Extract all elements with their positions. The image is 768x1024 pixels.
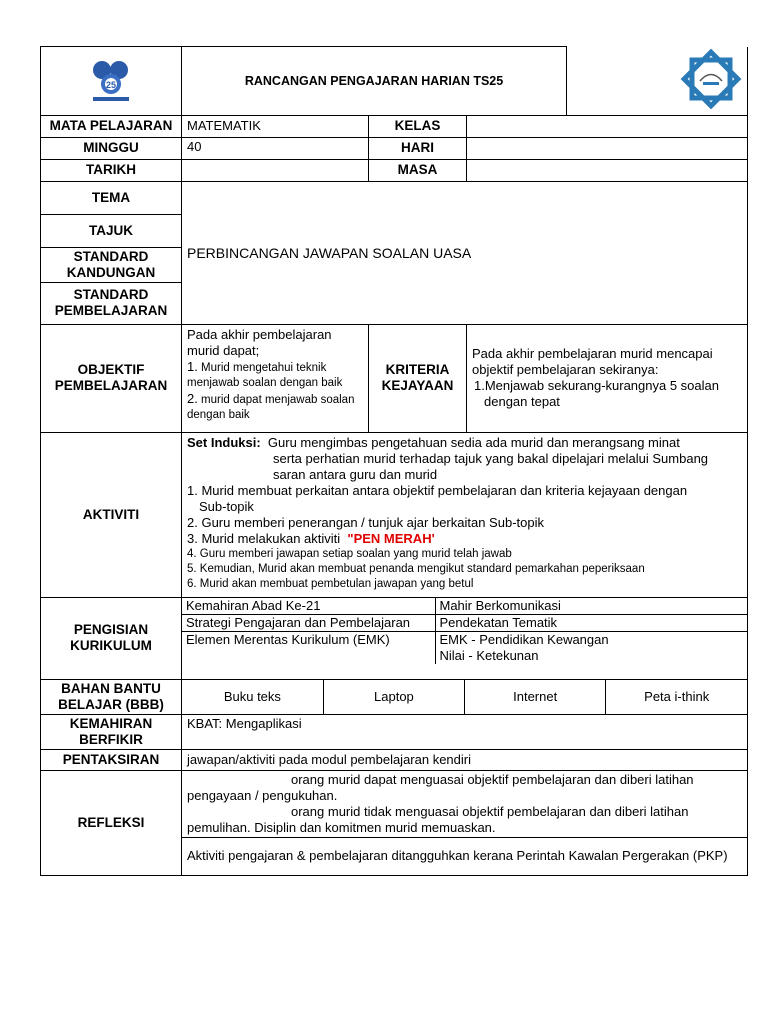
emblem-icon: [680, 48, 742, 110]
set-induksi-label: Set Induksi:: [187, 434, 261, 450]
emblem-cell: [567, 47, 748, 116]
standard-pembelajaran-label: STANDARD PEMBELAJARAN: [41, 282, 182, 324]
refleksi-line-3: orang murid tidak menguasai objektif pembelajaran dan diberi latihan: [291, 803, 689, 819]
kelas-value: [467, 115, 748, 137]
kemahiran-label: KEMAHIRAN BERFIKIR: [41, 714, 182, 749]
set-induksi-line-1: Set Induksi: Guru mengimbas pengetahuan sedia ada murid dan merangsang minat: [187, 434, 680, 450]
pengisian-label: PENGISIAN KURIKULUM: [41, 597, 182, 679]
standard-kandungan-label: STANDARD KANDUNGAN: [41, 247, 182, 282]
pengisian-row-3-right: EMK - Pendidikan Kewangan Nilai - Ketekunan: [435, 631, 747, 664]
kemahiran-value: KBAT: Mengaplikasi: [182, 714, 748, 749]
mata-pelajaran-value: MATEMATIK: [182, 115, 369, 137]
mata-pelajaran-label: MATA PELAJARAN: [41, 115, 182, 137]
objektif-label: OBJEKTIF PEMBELAJARAN: [41, 324, 182, 432]
hari-label: HARI: [369, 137, 467, 159]
pentaksiran-value: jawapan/aktiviti pada modul pembelajaran kendiri: [182, 749, 748, 770]
kriteria-intro: Pada akhir pembelajaran murid mencapai objektif pembelajaran sekiranya:: [472, 346, 713, 377]
objektif-content: [182, 324, 369, 432]
bbb-item-buku-teks: Buku teks: [223, 688, 281, 704]
set-induksi-line-3: saran antara guru dan murid: [273, 466, 438, 482]
refleksi-label: REFLEKSI: [41, 770, 182, 875]
school-logo-icon: [89, 54, 133, 104]
pengisian-content: [182, 597, 748, 679]
kelas-label: KELAS: [369, 115, 467, 137]
bbb-item-internet: Internet: [465, 680, 606, 714]
pengisian-row-3-left: Elemen Merentas Kurikulum (EMK): [182, 631, 435, 664]
objektif-intro: Pada akhir pembelajaran murid dapat;: [187, 326, 332, 358]
aktiviti-step-2: 2. Guru memberi penerangan / tunjuk ajar berkaitan Sub-topik: [187, 514, 544, 530]
set-induksi-line-2: serta perhatian murid terhadap tajuk yang bakal dipelajari melalui Sumbang: [273, 450, 709, 466]
kriteria-item-cont: dengan tepat: [484, 394, 560, 409]
pentaksiran-label: PENTAKSIRAN: [41, 749, 182, 770]
kriteria-item: 1.Menjawab sekurang-kurangnya 5 soalan: [474, 378, 719, 393]
objektif-item-1: 1. Murid mengetahui teknik menjawab soalan dengan baik: [187, 358, 343, 389]
aktiviti-step-1: 1. Murid membuat perkaitan antara objektif pembelajaran dan kriteria kejayaan dengan: [187, 482, 688, 498]
pen-merah-label: "PEN MERAH': [347, 530, 435, 546]
hari-value: [467, 137, 748, 159]
pengisian-row-2-right: Pendekatan Tematik: [435, 614, 747, 631]
nilai-value: Nilai - Ketekunan: [439, 647, 539, 663]
tema-content: PERBINCANGAN JAWAPAN SOALAN UASA: [182, 181, 748, 324]
refleksi-line-2: pengayaan / pengukuhan.: [187, 787, 338, 803]
masa-label: MASA: [369, 159, 467, 181]
refleksi-content: [182, 770, 748, 837]
logo-number: 25: [105, 79, 117, 90]
bbb-label: BAHAN BANTU BELAJAR (BBB): [41, 679, 182, 714]
kriteria-content: [467, 324, 748, 432]
tarikh-value: [182, 159, 369, 181]
refleksi-line-1: orang murid dapat menguasai objektif pembelajaran dan diberi latihan: [291, 771, 694, 787]
objektif-item-2: 2. murid dapat menjawab soalan dengan baik: [187, 390, 355, 421]
tarikh-label: TARIKH: [41, 159, 182, 181]
kriteria-label: KRITERIA KEJAYAAN: [369, 324, 467, 432]
bbb-item-laptop: Laptop: [323, 680, 464, 714]
aktiviti-label: AKTIVITI: [41, 432, 182, 597]
lesson-plan-table: [40, 46, 748, 876]
tajuk-label: TAJUK: [41, 214, 182, 247]
aktiviti-step-6: 6. Murid akan membuat pembetulan jawapan yang betul: [187, 577, 474, 590]
pengisian-row-1-left: Kemahiran Abad Ke-21: [182, 598, 435, 615]
aktiviti-step-4: 4. Guru memberi jawapan setiap soalan yang murid telah jawab: [187, 547, 512, 560]
bbb-item-peta-ithink: Peta i-think: [606, 680, 747, 714]
bbb-content: [182, 679, 748, 714]
logo-cell: [41, 47, 182, 116]
aktiviti-step-3: 3. Murid melakukan aktiviti "PEN MERAH': [187, 530, 435, 546]
minggu-value: 40: [182, 137, 369, 159]
tema-label: TEMA: [41, 181, 182, 214]
refleksi-note: Aktiviti pengajaran & pembelajaran ditangguhkan kerana Perintah Kawalan Pergerakan (PKP): [182, 837, 748, 875]
aktiviti-step-5: 5. Kemudian, Murid akan membuat penanda mengikut standard pemarkahan peperiksaan: [187, 562, 645, 575]
pengisian-table: [182, 598, 747, 664]
page-title: RANCANGAN PENGAJARAN HARIAN TS25: [182, 47, 567, 116]
pengisian-row-1-right: Mahir Berkomunikasi: [435, 598, 747, 615]
minggu-label: MINGGU: [41, 137, 182, 159]
aktiviti-step-1-cont: Sub-topik: [199, 498, 254, 514]
masa-value: [467, 159, 748, 181]
pengisian-row-2-left: Strategi Pengajaran dan Pembelajaran: [182, 614, 435, 631]
refleksi-line-4: pemulihan. Disiplin dan komitmen murid memuaskan.: [187, 819, 496, 835]
bbb-table: [182, 680, 747, 714]
lesson-plan-form: [40, 46, 747, 876]
aktiviti-content: [182, 432, 748, 597]
